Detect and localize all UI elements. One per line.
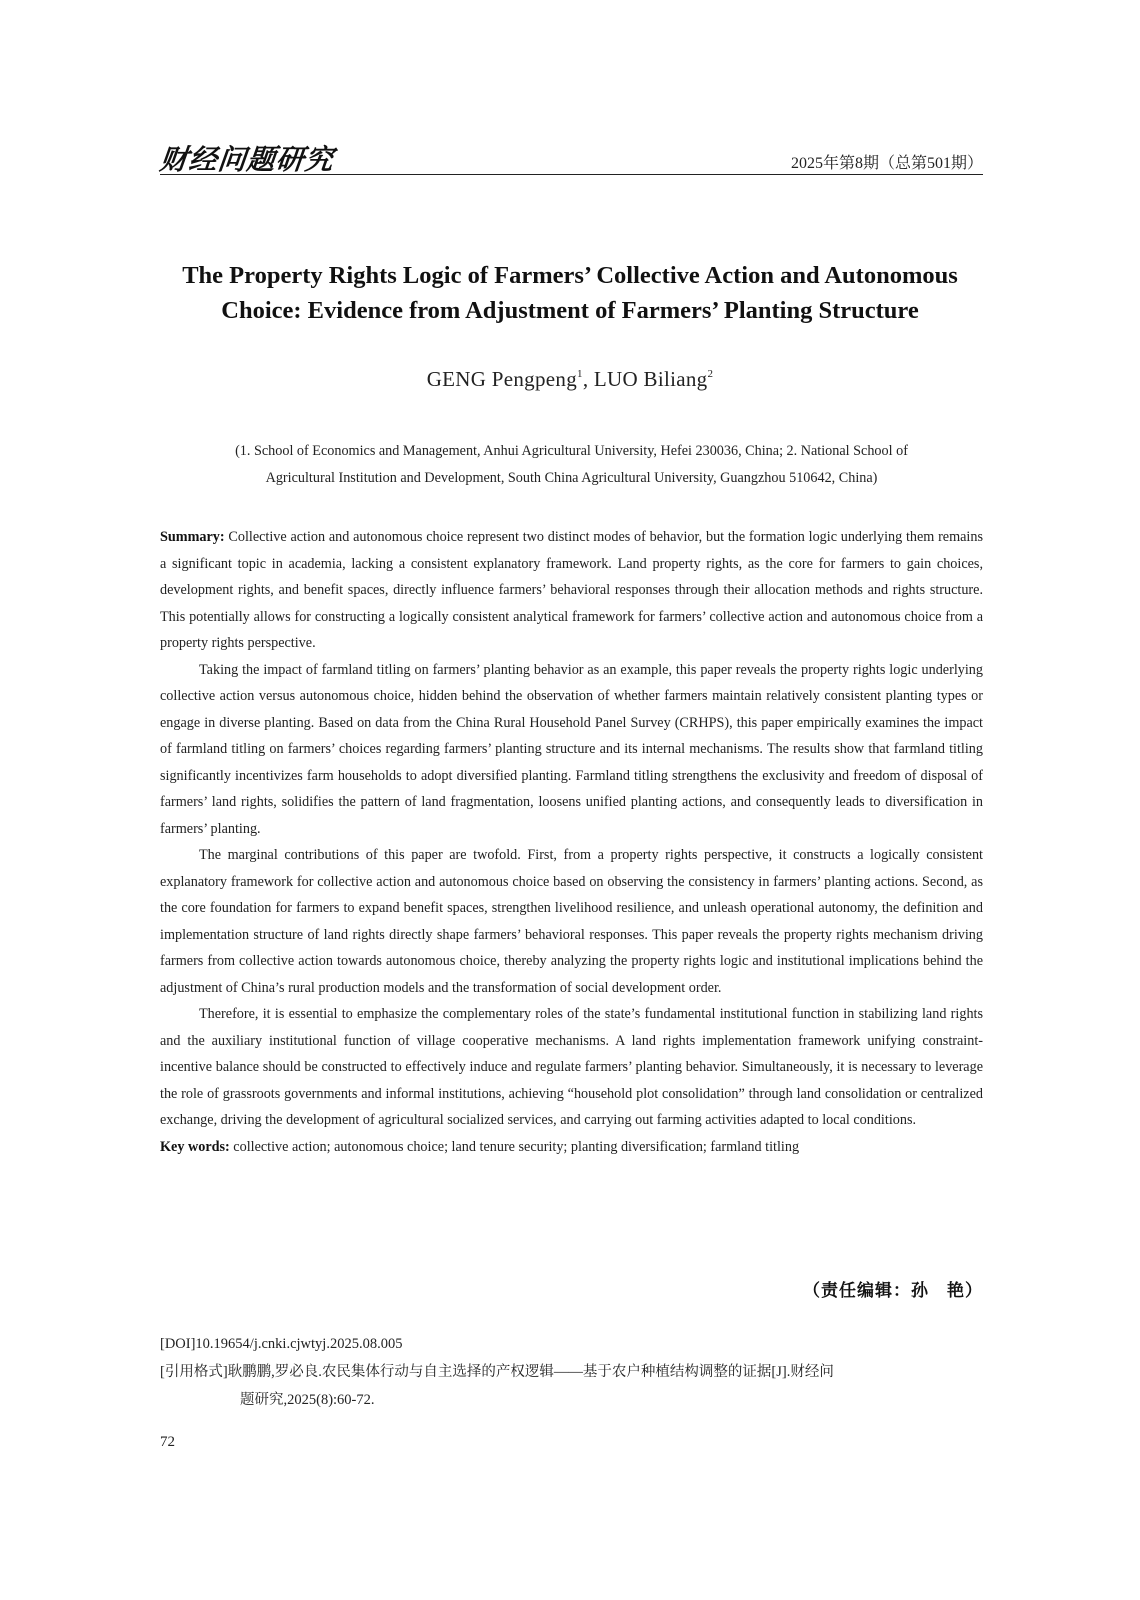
responsible-editor: （责任编辑：孙 艳）	[803, 1281, 983, 1301]
author-2: LUO Biliang	[593, 367, 708, 391]
summary-paragraph-2: Taking the impact of farmland titling on farmers’ planting behavior as an example, this paper reveals the property rights logic underlying collective action versus autonomous choice, hidden behind the observation of whether farmers maintain relatively consistent planting types or engage in diverse planting. Based on data from the China Rural Household Panel Survey (CRHPS), this paper empirically examines the impact of farmland titling on farmers’ choices regarding farmers’ planting structure and its internal mechanisms. The results show that farmland titling significantly incentivizes farm households to adopt diversified planting. Farmland titling strengthens the exclusivity and freedom of disposal of farmers’ land rights, solidifies the pattern of land fragmentation, loosens unified planting actions, and consequently leads to diversification in farmers’ planting.	[160, 661, 983, 837]
author-separator: ,	[582, 367, 594, 391]
journal-header	[160, 138, 983, 175]
doi: [DOI]10.19654/j.cnki.cjwtyj.2025.08.005	[160, 1336, 403, 1352]
summary-paragraph-1	[160, 524, 983, 657]
summary-text-1: Collective action and autonomous choice represent two distinct modes of behavior, but the formation logic underlying them remains a significant topic in academia, lacking a consistent explanatory framework. Land property rights, as the core for farmers to gain choices, development rights, and benefit spaces, directly influence farmers’ behavioral responses through their allocation methods and rights structure. This potentially allows for constructing a logically consistent analytical framework for farmers’ collective action and autonomous choice from a property rights perspective.	[160, 529, 983, 651]
author-2-affil: 2	[707, 368, 714, 380]
summary-label: Summary:	[160, 529, 225, 545]
keywords	[160, 1134, 983, 1161]
abstract-body	[160, 524, 983, 1160]
page-number: 72	[160, 1434, 175, 1450]
title-line-1: The Property Rights Logic of Farmers’ Collective Action and Autonomous	[182, 262, 958, 289]
journal-logo: 财经问题研究	[158, 143, 336, 176]
author-1-affil: 1	[577, 368, 583, 380]
summary-paragraph-4: Therefore, it is essential to emphasize the complementary roles of the state’s fundamental institutional function in stabilizing land rights and the auxiliary institutional function of village cooperative mechanisms. A land rights implementation framework unifying constraint-incentive balance should be constructed to effectively induce and regulate farmers’ planting behavior. Simultaneously, it is necessary to leverage the role of grassroots governments and informal institutions, achieving “household plot consolidation” through land consolidation or centralized exchange, driving the development of agricultural socialized services, and carrying out farming activities adapted to local conditions.	[160, 1006, 983, 1128]
summary-paragraph-3: The marginal contributions of this paper are twofold. First, from a property rights perspective, it constructs a logically consistent explanatory framework for collective action and autonomous choice based on observing the consistency in farmers’ planting actions. Second, as the core foundation for farmers to expand benefit spaces, strengthen livelihood resilience, and unleash operational autonomy, the definition and implementation structure of land rights directly shape farmers’ behavioral responses. This paper reveals the property rights mechanism driving farmers from collective action towards autonomous choice, thereby analyzing the property rights logic and institutional implications behind the adjustment of China’s rural production models and the transformation of social development order.	[160, 847, 983, 996]
affiliations	[160, 438, 983, 492]
keywords-label: Key words:	[160, 1138, 230, 1155]
paper-title	[140, 258, 1000, 328]
issue-info: 2025年第8期（总第501期）	[790, 155, 983, 172]
citation-line-1: [引用格式]耿鹏鹏,罗必良.农民集体行动与自主选择的产权逻辑——基于农户种植结构调整的证据[J].财经问	[160, 1364, 834, 1380]
keywords-text: collective action; autonomous choice; land tenure security; planting diversification; farmland titling	[233, 1138, 800, 1155]
author-1: GENG Pengpeng	[426, 367, 577, 391]
citation-line-2: 题研究,2025(8):60-72.	[240, 1392, 375, 1408]
title-line-2: Choice: Evidence from Adjustment of Farmers’ Planting Structure	[221, 297, 919, 324]
references	[160, 1330, 983, 1414]
affiliation-line-2: Agricultural Institution and Development, South China Agricultural University, Guangzhou 510642, China)	[265, 470, 878, 486]
authors	[140, 367, 1000, 392]
affiliation-line-1: (1. School of Economics and Management, Anhui Agricultural University, Hefei 230036, China; 2. National School of	[235, 443, 908, 459]
